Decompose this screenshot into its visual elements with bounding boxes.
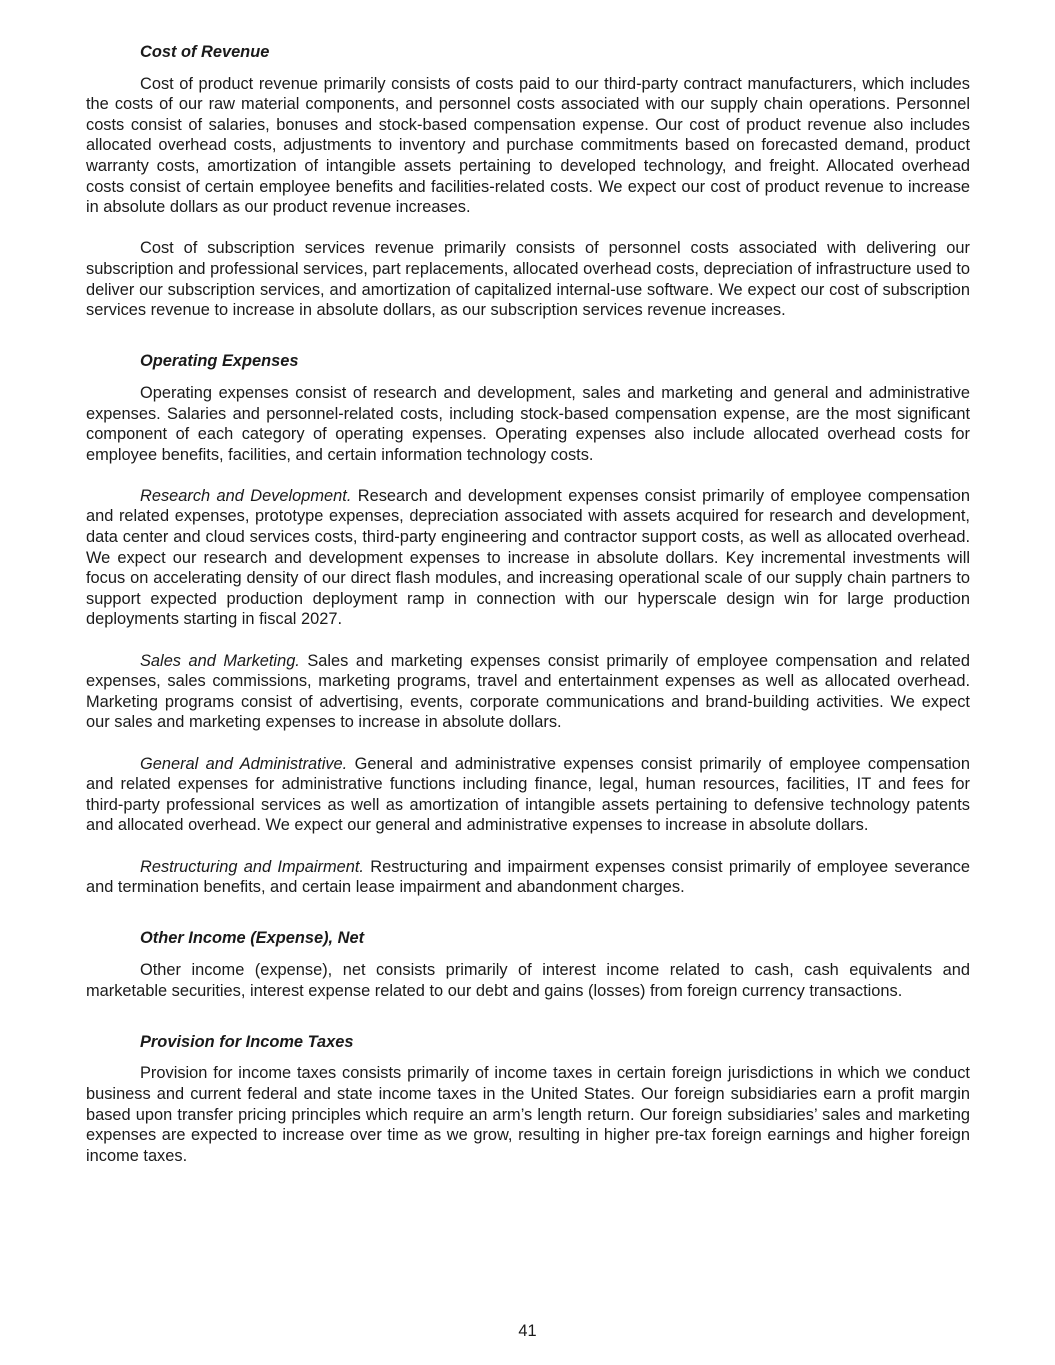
paragraph-cost-of-subscription-revenue: Cost of subscription services revenue primarily consists of personnel costs associated with delivering our subscription and professional services, part replacements, allocated overhead costs, depreciation of infrastructure used to deliver our subscription services, and amortization of capitalized internal-use software. We expect our cost of subscription services revenue to increase in absolute dollars, as our subscription services revenue increases. xyxy=(86,239,970,320)
paragraph-operating-expenses-intro: Operating expenses consist of research and development, sales and marketing and general and administrative expenses. Salaries and personnel-related costs, including stock-based compensation expense, are the most significant component of each category of operating expenses. Operating expenses also include allocated overhead costs for employee benefits, facilities, and certain information technology costs. xyxy=(86,383,970,464)
lead-research-development: Research and Development. xyxy=(140,486,352,505)
paragraph-research-development xyxy=(86,486,970,630)
lead-restructuring-impairment: Restructuring and Impairment. xyxy=(140,857,364,876)
text-sales-marketing: Sales and marketing expenses consist primarily of employee compensation and related expenses, sales commissions, marketing programs, travel and entertainment expenses as well as allocated overhead. Marketing programs consist of advertising, events, corporate communications and brand-building activities. We expect our sales and marketing expenses to increase in absolute dollars. xyxy=(86,651,970,732)
paragraph-sales-marketing xyxy=(86,651,970,733)
paragraph-general-administrative xyxy=(86,754,970,836)
text-restructuring-impairment: Restructuring and impairment expenses consist primarily of employee severance and termination benefits, and certain lease impairment and abandonment charges. xyxy=(86,857,970,897)
document-page xyxy=(86,42,970,1187)
section-heading-other-income: Other Income (Expense), Net xyxy=(140,929,365,948)
text-general-administrative: General and administrative expenses consist primarily of employee compensation and related expenses for administrative functions including finance, legal, human resources, facilities, IT and fees for third-party professional services as well as amortization of intangible assets pertaining to defensive technology patents and allocated overhead. We expect our general and administrative expenses to increase in absolute dollars. xyxy=(86,754,970,835)
lead-general-administrative: General and Administrative. xyxy=(140,754,348,773)
section-heading-operating-expenses: Operating Expenses xyxy=(140,352,299,371)
section-heading-cost-of-revenue: Cost of Revenue xyxy=(140,43,270,61)
paragraph-cost-of-product-revenue: Cost of product revenue primarily consists of costs paid to our third-party contract manufacturers, which includes the costs of our raw material components, and personnel costs associated with our supply chain operations. Personnel costs consist of salaries, bonuses and stock-based compensation expense. Our cost of product revenue also includes allocated overhead costs, adjustments to inventory and purchase commitments based on forecasted demand, product warranty costs, amortization of intangible assets pertaining to developed technology, and freight. Allocated overhead costs consist of certain employee benefits and facilities-related costs. We expect our cost of product revenue to increase in absolute dollars as our product revenue increases. xyxy=(86,74,970,217)
page-number: 41 xyxy=(518,1322,537,1340)
paragraph-income-taxes: Provision for income taxes consists primarily of income taxes in certain foreign jurisdictions in which we conduct business and current federal and state income taxes in the United States. Our foreign subsidiaries earn a profit margin based upon transfer pricing principles which require an arm’s length return. Our foreign subsidiaries’ sales and marketing expenses are expected to increase over time as we grow, resulting in higher pre-tax foreign earnings and higher foreign income taxes. xyxy=(86,1064,970,1165)
paragraph-other-income: Other income (expense), net consists primarily of interest income related to cash, cash equivalents and marketable securities, interest expense related to our debt and gains (losses) from foreign currency transactions. xyxy=(86,960,970,1000)
lead-sales-marketing: Sales and Marketing. xyxy=(140,651,300,670)
paragraph-restructuring-impairment xyxy=(86,857,970,898)
text-research-development: Research and development expenses consist primarily of employee compensation and related expenses, prototype expenses, depreciation associated with assets acquired for research and development, data center and cloud services costs, third-party engineering and contractor support costs, as well as allocated overhead. We expect our research and development expenses to increase in absolute dollars. Key incremental investments will focus on accelerating density of our direct flash modules, and increasing operational scale of our supply chain partners to support expected production deployment ramp in connection with our hyperscale design win for large production deployments starting in fiscal 2027. xyxy=(86,486,970,629)
section-heading-income-taxes: Provision for Income Taxes xyxy=(140,1032,354,1051)
